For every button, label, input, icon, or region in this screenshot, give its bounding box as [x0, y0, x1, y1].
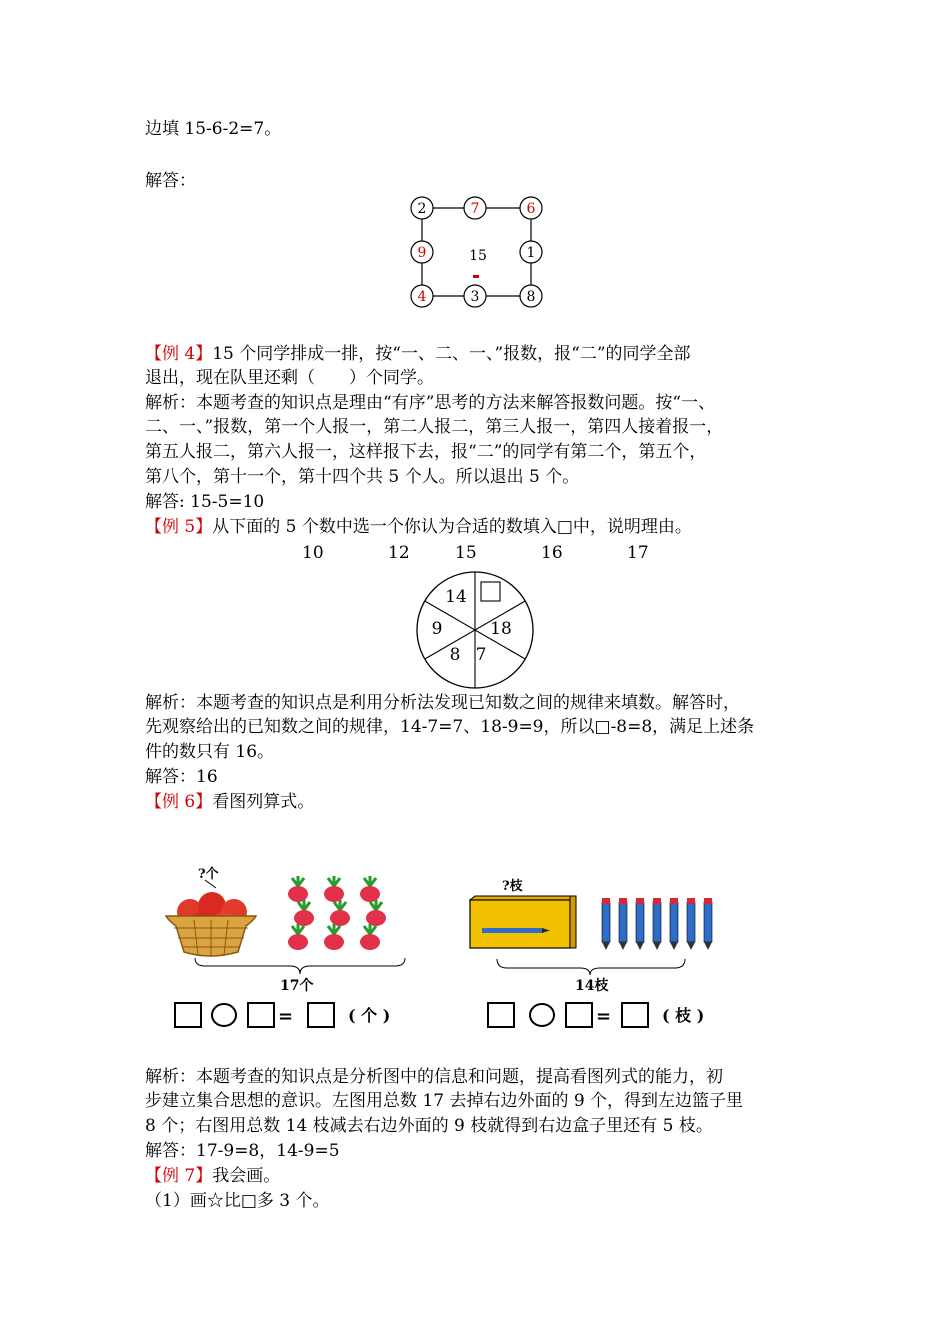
operator-circle	[212, 1004, 236, 1026]
svg-text:=: =	[596, 1006, 612, 1027]
text-line: 解答: 15-5=10	[145, 492, 265, 512]
node-value: 8	[526, 289, 536, 305]
answer-box	[248, 1003, 274, 1027]
pencil-icon	[619, 898, 627, 950]
answer-box	[488, 1003, 514, 1027]
text-line: 第五人报二，第六人报一，这样报下去，报“二”的同学有第二个，第五个，	[145, 442, 707, 462]
node-value: 1	[526, 245, 536, 261]
node-value: 2	[417, 201, 427, 217]
example-7-question: 【例 7】我会画。	[145, 1166, 281, 1186]
basket-illustration	[166, 866, 256, 957]
radish-icon	[324, 876, 344, 902]
example-6-question: 【例 6】看图列算式。	[145, 792, 315, 812]
node-value: 4	[417, 289, 427, 305]
svg-text:=: =	[278, 1006, 294, 1027]
operator-circle	[530, 1004, 554, 1026]
radish-group	[288, 876, 386, 950]
option-number: 16	[541, 543, 563, 563]
radish-icon	[288, 876, 308, 902]
radish-icon	[360, 924, 380, 950]
number-wheel	[413, 568, 537, 692]
radish-icon	[360, 876, 380, 902]
wheel-value: 14	[445, 587, 467, 607]
blank-box	[481, 582, 500, 601]
option-number: 17	[627, 543, 649, 563]
option-number: 12	[388, 543, 410, 563]
answer-label: 解答：	[145, 171, 196, 191]
picture-equation-figure	[160, 860, 780, 1040]
text-line: 解析：本题考查的知识点是理由“有序”思考的方法来解答报数问题。按“一、	[145, 393, 716, 413]
text-line: 解答：17-9=8，14-9=5	[145, 1141, 340, 1161]
text-line: 第八个，第十一个，第十四个共 5 个人。所以退出 5 个。	[145, 467, 580, 487]
text-line: 8 个；右图用总数 14 枝减去右边外面的 9 枝就得到右边盒子里还有 5 枝。	[145, 1116, 713, 1136]
node-value: 3	[470, 289, 480, 305]
radish-icon	[294, 900, 314, 926]
radish-icon	[330, 900, 350, 926]
pencil-icon	[704, 898, 712, 950]
option-number: 10	[302, 543, 324, 563]
example-4-question: 【例 4】15 个同学排成一排，按“一、二、一、”报数，报“二”的同学全部	[145, 344, 691, 364]
question-label: ?个	[198, 867, 219, 882]
answer-box	[175, 1003, 201, 1027]
pencil-icon	[636, 898, 644, 950]
node-value: 7	[470, 201, 480, 217]
wheel-value: 7	[475, 645, 487, 665]
text-line: 件的数只有 16。	[145, 742, 275, 762]
radish-icon	[324, 924, 344, 950]
circle-square-figure	[405, 193, 555, 313]
text-line: 解析：本题考查的知识点是分析图中的信息和问题，提高看图列式的能力，初	[145, 1067, 723, 1087]
node-value: 6	[526, 201, 536, 217]
text-line: 先观察给出的已知数之间的规律，14-7=7、18-9=9，所以□-8=8，满足上述条	[145, 717, 755, 737]
pencil-icon	[687, 898, 695, 950]
text-line: （1）画☆比□多 3 个。	[145, 1191, 330, 1211]
wheel-value: 9	[431, 619, 443, 639]
unit-label: ( 个 )	[348, 1006, 391, 1025]
text-line: 二、一、”报数，第一个人报一，第二人报二，第三人报一，第四人接着报一，	[145, 417, 724, 437]
total-label: 17个	[280, 978, 314, 994]
answer-box	[566, 1003, 592, 1027]
answer-box	[622, 1003, 648, 1027]
example-5-question: 【例 5】从下面的 5 个数中选一个你认为合适的数填入□中，说明理由。	[145, 517, 692, 537]
pencil-box-illustration	[470, 878, 576, 948]
answer-box	[308, 1003, 334, 1027]
pencil-group	[602, 898, 712, 950]
pencil-icon	[653, 898, 661, 950]
radish-icon	[288, 924, 308, 950]
question-label: ?枝	[502, 879, 523, 894]
center-value: 15	[469, 248, 487, 264]
wheel-value: 8	[449, 645, 461, 665]
text-line: 解析：本题考查的知识点是利用分析法发现已知数之间的规律来填数。解答时，	[145, 693, 740, 713]
text-line: 退出，现在队里还剩（ ）个同学。	[145, 368, 434, 388]
node-value: 9	[417, 245, 427, 261]
text-line: 边填 15-6-2=7。	[145, 119, 282, 139]
wheel-value: 18	[490, 619, 512, 639]
pencil-icon	[670, 898, 678, 950]
text-line: 步建立集合思想的意识。左图用总数 17 去掉右边外面的 9 个，得到左边篮子里	[145, 1091, 744, 1111]
total-label: 14枝	[575, 978, 609, 994]
radish-icon	[366, 900, 386, 926]
option-number: 15	[455, 543, 477, 563]
text-line: 解答：16	[145, 767, 218, 787]
unit-label: ( 枝 )	[662, 1006, 705, 1025]
pencil-icon	[602, 898, 610, 950]
